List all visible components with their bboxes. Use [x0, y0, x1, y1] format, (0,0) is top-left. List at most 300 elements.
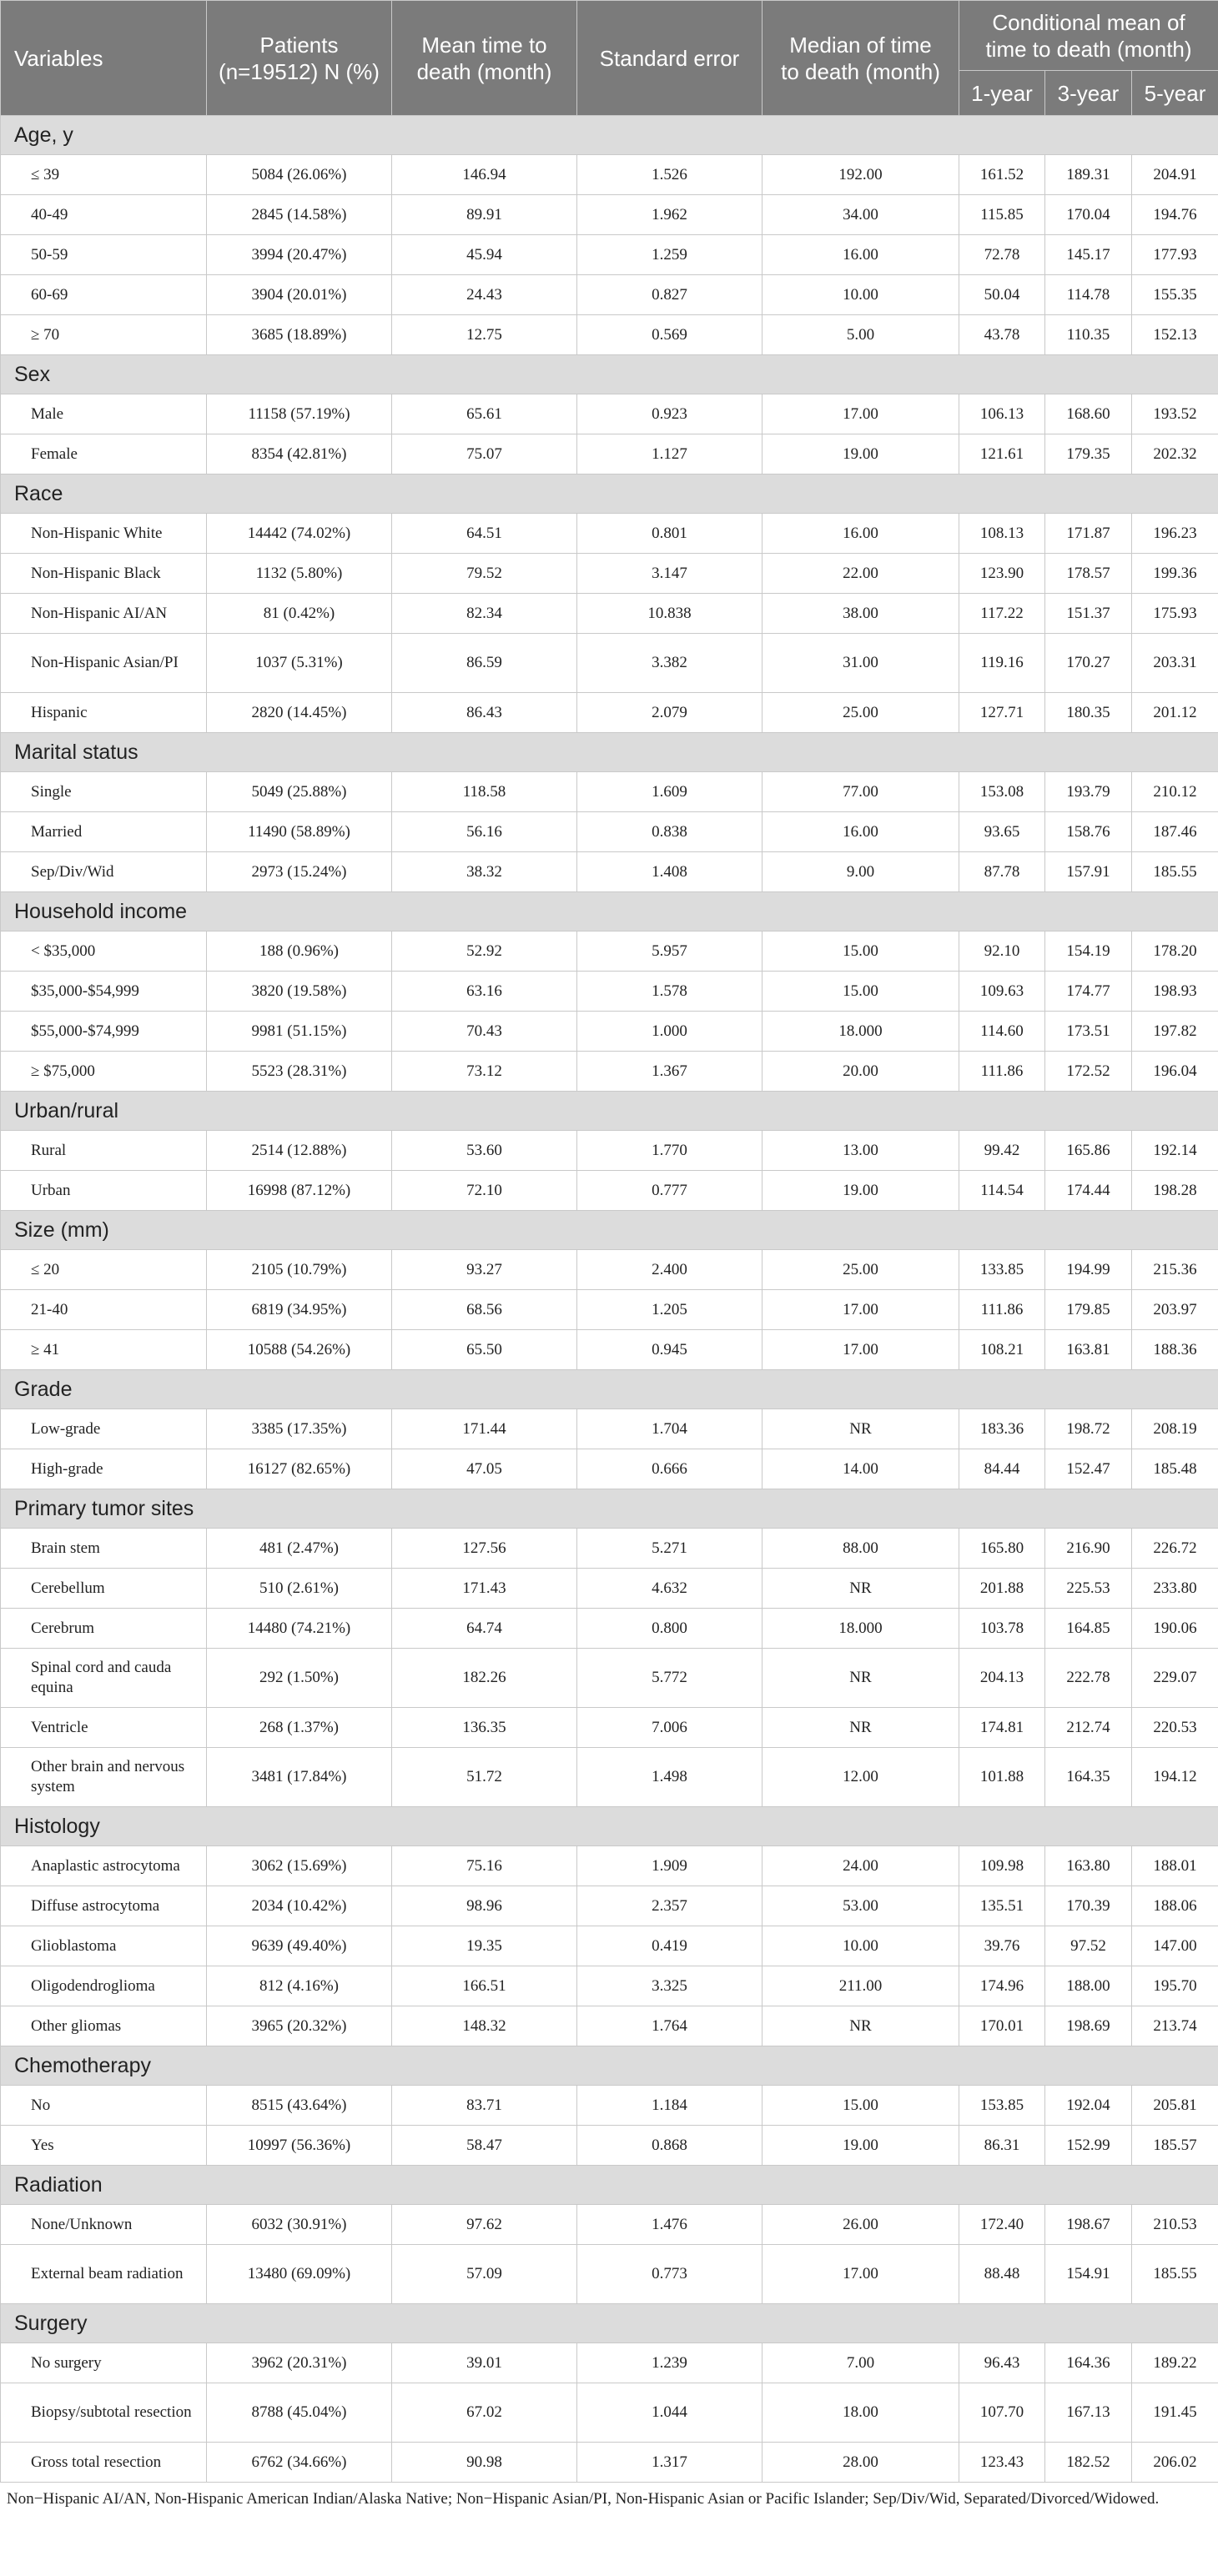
- cell-patients: 2973 (15.24%): [207, 852, 392, 892]
- cell-cond-3-year: 174.44: [1045, 1171, 1132, 1211]
- cell-cond-3-year: 198.69: [1045, 2006, 1132, 2046]
- cell-cond-3-year: 167.13: [1045, 2383, 1132, 2443]
- cell-cond-5-year: 203.31: [1132, 634, 1218, 693]
- cell-cond-5-year: 196.23: [1132, 514, 1218, 554]
- cell-cond-3-year: 222.78: [1045, 1649, 1132, 1708]
- cell-cond-5-year: 147.00: [1132, 1926, 1218, 1966]
- cell-cond-1-year: 87.78: [959, 852, 1045, 892]
- cell-standard-error: 1.476: [577, 2205, 763, 2245]
- cell-standard-error: 3.382: [577, 634, 763, 693]
- cell-standard-error: 0.868: [577, 2126, 763, 2166]
- table-row: [1, 1748, 1218, 1807]
- cell-mean-time: 64.74: [392, 1609, 577, 1649]
- cell-patients: 16127 (82.65%): [207, 1449, 392, 1489]
- cell-variable: Sep/Div/Wid: [1, 852, 207, 892]
- cell-cond-5-year: 233.80: [1132, 1569, 1218, 1609]
- header-mean-time: [392, 1, 577, 116]
- cell-mean-time: 58.47: [392, 2126, 577, 2166]
- cell-mean-time: 93.27: [392, 1250, 577, 1290]
- table-row: [1, 1846, 1218, 1886]
- cell-cond-3-year: 172.52: [1045, 1052, 1132, 1092]
- category-title: Histology: [1, 1807, 1218, 1846]
- category-title: Size (mm): [1, 1211, 1218, 1250]
- table-row: [1, 1131, 1218, 1171]
- cell-cond-5-year: 195.70: [1132, 1966, 1218, 2006]
- table-header: [1, 1, 1218, 116]
- cell-cond-1-year: 108.13: [959, 514, 1045, 554]
- table-row: [1, 2205, 1218, 2245]
- cell-mean-time: 52.92: [392, 931, 577, 972]
- cell-cond-3-year: 171.87: [1045, 514, 1132, 554]
- cell-patients: 8515 (43.64%): [207, 2086, 392, 2126]
- cell-cond-5-year: 187.46: [1132, 812, 1218, 852]
- table-row: [1, 693, 1218, 733]
- cell-median-time: 17.00: [763, 1330, 959, 1370]
- cell-mean-time: 64.51: [392, 514, 577, 554]
- cell-cond-3-year: 178.57: [1045, 554, 1132, 594]
- cell-variable: 21-40: [1, 1290, 207, 1330]
- category-row: [1, 1092, 1218, 1131]
- cell-mean-time: 24.43: [392, 275, 577, 315]
- cell-cond-1-year: 114.60: [959, 1012, 1045, 1052]
- cell-mean-time: 182.26: [392, 1649, 577, 1708]
- cell-variable: ≥ 70: [1, 315, 207, 355]
- header-median-time: [763, 1, 959, 116]
- cell-patients: 2514 (12.88%): [207, 1131, 392, 1171]
- cell-cond-5-year: 193.52: [1132, 394, 1218, 434]
- cell-cond-3-year: 179.35: [1045, 434, 1132, 475]
- cell-patients: 16998 (87.12%): [207, 1171, 392, 1211]
- category-row: [1, 1489, 1218, 1529]
- cell-patients: 292 (1.50%): [207, 1649, 392, 1708]
- table-row: [1, 1171, 1218, 1211]
- table-row: [1, 1926, 1218, 1966]
- cell-cond-1-year: 170.01: [959, 2006, 1045, 2046]
- header-cond-line1: Conditional mean of: [992, 9, 1185, 35]
- cell-cond-1-year: 96.43: [959, 2343, 1045, 2383]
- category-title: Radiation: [1, 2166, 1218, 2205]
- cell-median-time: 25.00: [763, 1250, 959, 1290]
- cell-mean-time: 53.60: [392, 1131, 577, 1171]
- cell-variable: Non-Hispanic White: [1, 514, 207, 554]
- cell-variable: Non-Hispanic AI/AN: [1, 594, 207, 634]
- cell-variable: < $35,000: [1, 931, 207, 972]
- cell-cond-3-year: 192.04: [1045, 2086, 1132, 2126]
- table-row: [1, 1886, 1218, 1926]
- cell-mean-time: 47.05: [392, 1449, 577, 1489]
- table-row: [1, 1409, 1218, 1449]
- cell-variable: Non-Hispanic Black: [1, 554, 207, 594]
- cell-cond-1-year: 174.96: [959, 1966, 1045, 2006]
- cell-mean-time: 45.94: [392, 235, 577, 275]
- cell-cond-3-year: 225.53: [1045, 1569, 1132, 1609]
- cell-cond-1-year: 111.86: [959, 1052, 1045, 1092]
- cell-cond-5-year: 188.01: [1132, 1846, 1218, 1886]
- header-cond-line2: time to death (month): [985, 36, 1192, 62]
- cell-cond-3-year: 179.85: [1045, 1290, 1132, 1330]
- cell-mean-time: 68.56: [392, 1290, 577, 1330]
- table-row: [1, 2383, 1218, 2443]
- cell-variable: External beam radiation: [1, 2245, 207, 2304]
- cell-standard-error: 1.764: [577, 2006, 763, 2046]
- cell-variable: Married: [1, 812, 207, 852]
- cell-median-time: 19.00: [763, 1171, 959, 1211]
- cell-cond-5-year: 185.48: [1132, 1449, 1218, 1489]
- header-median-line1: Median of time: [789, 32, 932, 58]
- cell-standard-error: 2.357: [577, 1886, 763, 1926]
- cell-variable: Hispanic: [1, 693, 207, 733]
- cell-cond-1-year: 86.31: [959, 2126, 1045, 2166]
- cell-cond-1-year: 93.65: [959, 812, 1045, 852]
- cell-cond-5-year: 202.32: [1132, 434, 1218, 475]
- cell-median-time: 13.00: [763, 1131, 959, 1171]
- cell-mean-time: 19.35: [392, 1926, 577, 1966]
- cell-cond-1-year: 108.21: [959, 1330, 1045, 1370]
- header-1-year: 1-year: [959, 71, 1045, 116]
- cell-cond-1-year: 123.90: [959, 554, 1045, 594]
- cell-median-time: 9.00: [763, 852, 959, 892]
- cell-standard-error: 0.800: [577, 1609, 763, 1649]
- table-row: [1, 554, 1218, 594]
- cell-mean-time: 51.72: [392, 1748, 577, 1807]
- cell-cond-1-year: 88.48: [959, 2245, 1045, 2304]
- cell-mean-time: 86.43: [392, 693, 577, 733]
- cell-patients: 11158 (57.19%): [207, 394, 392, 434]
- cell-variable: $35,000-$54,999: [1, 972, 207, 1012]
- cell-patients: 812 (4.16%): [207, 1966, 392, 2006]
- cell-cond-1-year: 133.85: [959, 1250, 1045, 1290]
- cell-patients: 3820 (19.58%): [207, 972, 392, 1012]
- cell-standard-error: 1.317: [577, 2443, 763, 2483]
- cell-variable: 50-59: [1, 235, 207, 275]
- cell-mean-time: 90.98: [392, 2443, 577, 2483]
- cell-cond-5-year: 226.72: [1132, 1529, 1218, 1569]
- cell-variable: ≥ $75,000: [1, 1052, 207, 1092]
- header-patients-line2: (n=19512) N (%): [219, 58, 380, 84]
- cell-variable: 60-69: [1, 275, 207, 315]
- table-row: [1, 1330, 1218, 1370]
- category-row: [1, 1807, 1218, 1846]
- cell-cond-5-year: 194.12: [1132, 1748, 1218, 1807]
- cell-patients: 5049 (25.88%): [207, 772, 392, 812]
- cell-patients: 3385 (17.35%): [207, 1409, 392, 1449]
- cell-cond-3-year: 165.86: [1045, 1131, 1132, 1171]
- cell-patients: 3062 (15.69%): [207, 1846, 392, 1886]
- cell-patients: 481 (2.47%): [207, 1529, 392, 1569]
- cell-standard-error: 1.239: [577, 2343, 763, 2383]
- table-row: [1, 2006, 1218, 2046]
- cell-cond-3-year: 154.91: [1045, 2245, 1132, 2304]
- cell-cond-5-year: 194.76: [1132, 195, 1218, 235]
- cell-cond-3-year: 216.90: [1045, 1529, 1132, 1569]
- header-mean-line2: death (month): [416, 58, 552, 84]
- cell-patients: 510 (2.61%): [207, 1569, 392, 1609]
- cell-standard-error: 3.147: [577, 554, 763, 594]
- cell-mean-time: 146.94: [392, 155, 577, 195]
- cell-mean-time: 12.75: [392, 315, 577, 355]
- cell-variable: Non-Hispanic Asian/PI: [1, 634, 207, 693]
- cell-mean-time: 148.32: [392, 2006, 577, 2046]
- cell-variable: Low-grade: [1, 1409, 207, 1449]
- cell-cond-5-year: 185.55: [1132, 852, 1218, 892]
- cell-median-time: 15.00: [763, 931, 959, 972]
- cell-standard-error: 1.127: [577, 434, 763, 475]
- cell-cond-3-year: 158.76: [1045, 812, 1132, 852]
- cell-mean-time: 67.02: [392, 2383, 577, 2443]
- cell-median-time: 5.00: [763, 315, 959, 355]
- cell-cond-1-year: 174.81: [959, 1708, 1045, 1748]
- cell-mean-time: 72.10: [392, 1171, 577, 1211]
- cell-variable: Diffuse astrocytoma: [1, 1886, 207, 1926]
- cell-variable: No: [1, 2086, 207, 2126]
- cell-mean-time: 127.56: [392, 1529, 577, 1569]
- cell-cond-5-year: 185.55: [1132, 2245, 1218, 2304]
- cell-variable: $55,000-$74,999: [1, 1012, 207, 1052]
- cell-patients: 3904 (20.01%): [207, 275, 392, 315]
- cell-median-time: 17.00: [763, 1290, 959, 1330]
- cell-median-time: NR: [763, 1409, 959, 1449]
- cell-variable: Brain stem: [1, 1529, 207, 1569]
- cell-standard-error: 0.777: [577, 1171, 763, 1211]
- cell-variable: ≤ 20: [1, 1250, 207, 1290]
- table-row: [1, 594, 1218, 634]
- cell-variable: Anaplastic astrocytoma: [1, 1846, 207, 1886]
- cell-cond-5-year: 198.28: [1132, 1171, 1218, 1211]
- cell-mean-time: 82.34: [392, 594, 577, 634]
- cell-cond-5-year: 192.14: [1132, 1131, 1218, 1171]
- table-row: [1, 315, 1218, 355]
- cell-standard-error: 1.578: [577, 972, 763, 1012]
- cell-standard-error: 5.271: [577, 1529, 763, 1569]
- cell-variable: High-grade: [1, 1449, 207, 1489]
- cell-patients: 3962 (20.31%): [207, 2343, 392, 2383]
- cell-mean-time: 65.50: [392, 1330, 577, 1370]
- cell-patients: 14480 (74.21%): [207, 1609, 392, 1649]
- cell-cond-5-year: 204.91: [1132, 155, 1218, 195]
- cell-standard-error: 1.259: [577, 235, 763, 275]
- cell-standard-error: 5.772: [577, 1649, 763, 1708]
- cell-mean-time: 79.52: [392, 554, 577, 594]
- table-body: [1, 116, 1218, 2483]
- cell-standard-error: 0.569: [577, 315, 763, 355]
- cell-standard-error: 7.006: [577, 1708, 763, 1748]
- cell-cond-1-year: 204.13: [959, 1649, 1045, 1708]
- cell-cond-5-year: 178.20: [1132, 931, 1218, 972]
- cell-cond-3-year: 173.51: [1045, 1012, 1132, 1052]
- cell-standard-error: 1.408: [577, 852, 763, 892]
- header-variables: Variables: [1, 1, 207, 116]
- cell-mean-time: 70.43: [392, 1012, 577, 1052]
- cell-cond-1-year: 114.54: [959, 1171, 1045, 1211]
- cell-median-time: 19.00: [763, 2126, 959, 2166]
- category-row: [1, 1370, 1218, 1409]
- table-row: [1, 2086, 1218, 2126]
- cell-mean-time: 86.59: [392, 634, 577, 693]
- cell-cond-5-year: 155.35: [1132, 275, 1218, 315]
- cell-patients: 9981 (51.15%): [207, 1012, 392, 1052]
- cell-patients: 1132 (5.80%): [207, 554, 392, 594]
- cell-median-time: 16.00: [763, 514, 959, 554]
- cell-median-time: 18.000: [763, 1012, 959, 1052]
- cell-cond-3-year: 212.74: [1045, 1708, 1132, 1748]
- cell-standard-error: 1.962: [577, 195, 763, 235]
- cell-standard-error: 5.957: [577, 931, 763, 972]
- cell-variable: ≤ 39: [1, 155, 207, 195]
- cell-standard-error: 10.838: [577, 594, 763, 634]
- table-row: [1, 235, 1218, 275]
- cell-median-time: 22.00: [763, 554, 959, 594]
- cell-cond-3-year: 198.67: [1045, 2205, 1132, 2245]
- cell-cond-3-year: 174.77: [1045, 972, 1132, 1012]
- cell-standard-error: 0.419: [577, 1926, 763, 1966]
- category-row: [1, 2166, 1218, 2205]
- table-row: [1, 1609, 1218, 1649]
- cell-patients: 3965 (20.32%): [207, 2006, 392, 2046]
- cell-cond-1-year: 107.70: [959, 2383, 1045, 2443]
- cell-variable: Cerebrum: [1, 1609, 207, 1649]
- cell-patients: 2845 (14.58%): [207, 195, 392, 235]
- cell-variable: Female: [1, 434, 207, 475]
- cell-patients: 2105 (10.79%): [207, 1250, 392, 1290]
- cell-cond-5-year: 208.19: [1132, 1409, 1218, 1449]
- cell-variable: Glioblastoma: [1, 1926, 207, 1966]
- header-standard-error: Standard error: [577, 1, 763, 116]
- category-row: [1, 116, 1218, 155]
- cell-variable: Gross total resection: [1, 2443, 207, 2483]
- cell-patients: 10588 (54.26%): [207, 1330, 392, 1370]
- cell-mean-time: 118.58: [392, 772, 577, 812]
- cell-patients: 6032 (30.91%): [207, 2205, 392, 2245]
- cell-cond-1-year: 201.88: [959, 1569, 1045, 1609]
- cell-standard-error: 0.801: [577, 514, 763, 554]
- table-row: [1, 931, 1218, 972]
- header-patients-line1: Patients: [259, 32, 339, 58]
- cell-cond-3-year: 110.35: [1045, 315, 1132, 355]
- cell-standard-error: 1.770: [577, 1131, 763, 1171]
- cell-standard-error: 3.325: [577, 1966, 763, 2006]
- cell-mean-time: 63.16: [392, 972, 577, 1012]
- cell-mean-time: 57.09: [392, 2245, 577, 2304]
- table-row: [1, 155, 1218, 195]
- cell-cond-1-year: 121.61: [959, 434, 1045, 475]
- cell-cond-1-year: 43.78: [959, 315, 1045, 355]
- table-row: [1, 772, 1218, 812]
- cell-variable: Spinal cord and cauda equina: [1, 1649, 207, 1708]
- cell-cond-1-year: 123.43: [959, 2443, 1045, 2483]
- cell-cond-3-year: 170.27: [1045, 634, 1132, 693]
- cell-median-time: NR: [763, 2006, 959, 2046]
- table-row: [1, 852, 1218, 892]
- cell-cond-3-year: 170.39: [1045, 1886, 1132, 1926]
- table-row: [1, 2343, 1218, 2383]
- cell-patients: 11490 (58.89%): [207, 812, 392, 852]
- header-5-year: 5-year: [1132, 71, 1218, 116]
- cell-mean-time: 136.35: [392, 1708, 577, 1748]
- cell-cond-3-year: 180.35: [1045, 693, 1132, 733]
- category-title: Primary tumor sites: [1, 1489, 1218, 1529]
- category-title: Age, y: [1, 116, 1218, 155]
- cell-patients: 2820 (14.45%): [207, 693, 392, 733]
- cell-variable: Biopsy/subtotal resection: [1, 2383, 207, 2443]
- cell-cond-5-year: 220.53: [1132, 1708, 1218, 1748]
- cell-patients: 9639 (49.40%): [207, 1926, 392, 1966]
- cell-median-time: 28.00: [763, 2443, 959, 2483]
- table-row: [1, 434, 1218, 475]
- cell-cond-5-year: 177.93: [1132, 235, 1218, 275]
- cell-cond-1-year: 84.44: [959, 1449, 1045, 1489]
- cell-median-time: 14.00: [763, 1449, 959, 1489]
- cell-patients: 3481 (17.84%): [207, 1748, 392, 1807]
- cell-patients: 268 (1.37%): [207, 1708, 392, 1748]
- cell-cond-3-year: 194.99: [1045, 1250, 1132, 1290]
- header-conditional-mean: [959, 1, 1218, 71]
- table-row: [1, 1529, 1218, 1569]
- cell-median-time: NR: [763, 1708, 959, 1748]
- table-row: [1, 1569, 1218, 1609]
- category-title: Chemotherapy: [1, 2046, 1218, 2086]
- cell-variable: Urban: [1, 1171, 207, 1211]
- cell-standard-error: 1.000: [577, 1012, 763, 1052]
- table-row: [1, 514, 1218, 554]
- cell-patients: 5523 (28.31%): [207, 1052, 392, 1092]
- cell-patients: 81 (0.42%): [207, 594, 392, 634]
- cell-cond-1-year: 115.85: [959, 195, 1045, 235]
- table-row: [1, 1649, 1218, 1708]
- cell-cond-1-year: 109.63: [959, 972, 1045, 1012]
- cell-cond-3-year: 164.35: [1045, 1748, 1132, 1807]
- cell-cond-5-year: 190.06: [1132, 1609, 1218, 1649]
- cell-cond-1-year: 161.52: [959, 155, 1045, 195]
- cell-variable: Other brain and nervous system: [1, 1748, 207, 1807]
- cell-cond-1-year: 153.85: [959, 2086, 1045, 2126]
- table-row: [1, 1449, 1218, 1489]
- cell-variable: ≥ 41: [1, 1330, 207, 1370]
- cell-mean-time: 73.12: [392, 1052, 577, 1092]
- cell-cond-1-year: 72.78: [959, 235, 1045, 275]
- cell-cond-1-year: 92.10: [959, 931, 1045, 972]
- cell-cond-1-year: 99.42: [959, 1131, 1045, 1171]
- cell-median-time: 7.00: [763, 2343, 959, 2383]
- cell-cond-1-year: 50.04: [959, 275, 1045, 315]
- cell-median-time: 24.00: [763, 1846, 959, 1886]
- cell-mean-time: 171.44: [392, 1409, 577, 1449]
- cell-cond-5-year: 215.36: [1132, 1250, 1218, 1290]
- cell-median-time: 38.00: [763, 594, 959, 634]
- cell-standard-error: 0.923: [577, 394, 763, 434]
- cell-median-time: 19.00: [763, 434, 959, 475]
- cell-cond-3-year: 170.04: [1045, 195, 1132, 235]
- cell-cond-5-year: 210.53: [1132, 2205, 1218, 2245]
- cell-cond-3-year: 97.52: [1045, 1926, 1132, 1966]
- cell-standard-error: 4.632: [577, 1569, 763, 1609]
- cell-patients: 3685 (18.89%): [207, 315, 392, 355]
- cell-mean-time: 98.96: [392, 1886, 577, 1926]
- cell-cond-3-year: 154.19: [1045, 931, 1132, 972]
- cell-cond-3-year: 193.79: [1045, 772, 1132, 812]
- cell-cond-3-year: 164.36: [1045, 2343, 1132, 2383]
- cell-cond-5-year: 188.36: [1132, 1330, 1218, 1370]
- table-row: [1, 394, 1218, 434]
- cell-cond-5-year: 175.93: [1132, 594, 1218, 634]
- table-row: [1, 634, 1218, 693]
- cell-cond-1-year: 106.13: [959, 394, 1045, 434]
- cell-patients: 13480 (69.09%): [207, 2245, 392, 2304]
- cell-standard-error: 1.909: [577, 1846, 763, 1886]
- cell-cond-3-year: 182.52: [1045, 2443, 1132, 2483]
- cell-median-time: NR: [763, 1569, 959, 1609]
- cell-cond-5-year: 199.36: [1132, 554, 1218, 594]
- cell-patients: 188 (0.96%): [207, 931, 392, 972]
